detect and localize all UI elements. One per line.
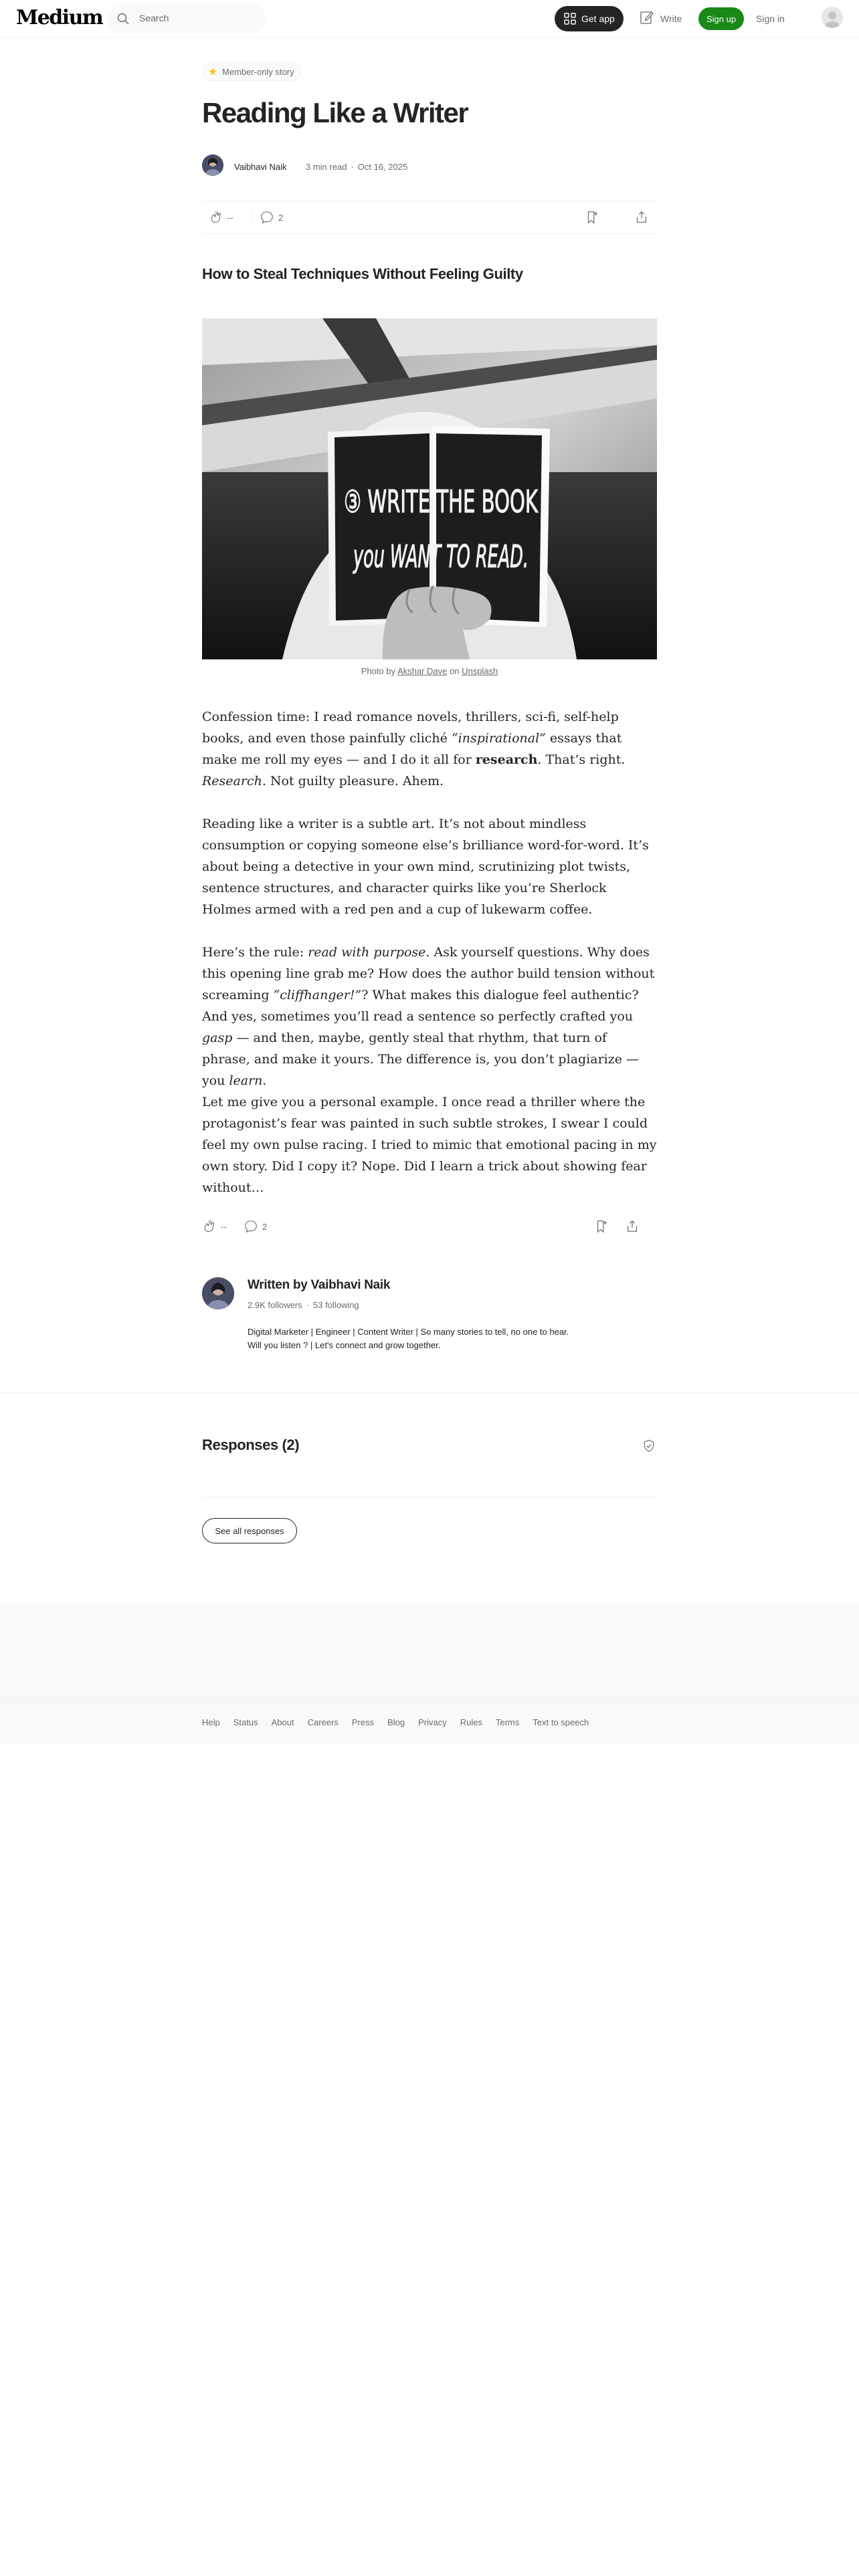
article-paragraph-2: Reading like a writer is a subtle art. It’s not about mindless consumption or copying someone else’s brilliance word-for-word. It’s about being a detective in your own mind, scrutinizing plot twists, sentence structures, and character quirks like you’re Sherlock Holmes armed with a red pen and a cup of lukewarm coffee. xyxy=(202,817,649,917)
author-stats xyxy=(248,1300,359,1310)
written-by-title[interactable]: Written by Vaibhavi Naik xyxy=(248,1278,391,1292)
share-button[interactable] xyxy=(634,210,649,225)
p3-text-e: . xyxy=(262,1073,267,1088)
p3-emphasis-3: gasp xyxy=(202,1031,233,1045)
share-button-bottom[interactable] xyxy=(625,1219,640,1234)
caption-photographer-link[interactable]: Akshar Dave xyxy=(397,666,448,676)
medium-logo[interactable]: Medium xyxy=(16,6,103,29)
comment-icon xyxy=(260,210,274,225)
article-action-bar-top xyxy=(202,201,657,234)
bookmark-button[interactable] xyxy=(585,210,599,225)
footer-link-privacy[interactable]: Privacy xyxy=(418,1717,447,1727)
p1-strong: research xyxy=(475,752,538,767)
clap-count-bottom: -- xyxy=(221,1221,227,1232)
caption-middle: on xyxy=(449,666,460,676)
clap-icon xyxy=(202,1219,217,1234)
author-bio: Digital Marketer | Engineer | Content Writer | So many stories to tell, no one to hear. Will you listen ? | Let's connect and grow together. xyxy=(248,1327,569,1350)
footer-link-rules[interactable]: Rules xyxy=(460,1717,482,1727)
clap-icon xyxy=(209,210,223,225)
article-title: Reading Like a Writer xyxy=(202,97,468,128)
p1-text-c: . That’s right. xyxy=(537,752,626,767)
bookmark-button-bottom[interactable] xyxy=(594,1219,609,1234)
footer-link-help[interactable]: Help xyxy=(202,1717,220,1727)
read-time: 3 min read xyxy=(306,162,347,172)
publish-date: Oct 16, 2025 xyxy=(357,162,408,172)
image-text-line2: you WANT TO READ. xyxy=(352,538,529,574)
member-only-label: Member-only story xyxy=(222,66,294,77)
member-star-icon xyxy=(208,67,217,76)
footer-link-about[interactable]: About xyxy=(271,1717,294,1727)
sign-in-link[interactable]: Sign in xyxy=(756,13,785,24)
comment-count-bottom: 2 xyxy=(262,1221,268,1232)
p3-text-d: — and then, maybe, gently steal that rhythm, that turn of phrase, and make it yours. The difference is, you don’t plagiarize — you xyxy=(202,1031,640,1088)
write-label: Write xyxy=(660,13,682,24)
p3-text-b: . Ask yourself questions. Why does this opening line grab me? How does the author build tension without screaming xyxy=(202,945,655,1002)
p3-text-c: ? What makes this dialogue feel authentic? And yes, sometimes you’ll read a sentence so perfectly crafted you xyxy=(202,988,639,1024)
search-input[interactable] xyxy=(107,5,266,33)
bookmark-icon xyxy=(594,1219,609,1234)
p3-emphasis: read with purpose xyxy=(308,945,426,960)
stats-separator: · xyxy=(306,1300,309,1310)
article-paragraph-4: Let me give you a personal example. I once read a thriller where the protagonist’s fear was painted in such subtle strokes, I swear I could feel my own pulse racing. I tried to mimic that emotional pacing in my own story. Did I copy it? Nope. Did I learn a trick about showing fear without… xyxy=(202,1095,657,1195)
user-avatar-icon[interactable] xyxy=(822,7,843,28)
clap-button-bottom[interactable] xyxy=(202,1219,227,1234)
article-subtitle: How to Steal Techniques Without Feeling Guilty xyxy=(202,265,523,282)
followers-count[interactable]: 2.9K followers xyxy=(248,1300,302,1310)
article-action-bar-bottom xyxy=(202,1210,657,1244)
p3-emphasis-2: “cliffhanger!” xyxy=(273,988,362,1002)
footer-links xyxy=(202,1717,589,1727)
write-icon xyxy=(639,9,655,25)
article-paragraph-3 xyxy=(202,942,657,1091)
footer-link-text-to-speech[interactable]: Text to speech xyxy=(533,1717,589,1727)
clap-count: -- xyxy=(227,212,233,223)
member-only-badge xyxy=(202,62,302,81)
written-by-avatar[interactable] xyxy=(202,1277,234,1309)
meta-separator: · xyxy=(351,162,354,172)
see-all-responses-button[interactable] xyxy=(202,1518,297,1543)
share-icon xyxy=(625,1219,640,1234)
image-text-line1: ③ WRITE THE BOOK xyxy=(344,484,539,520)
search-icon xyxy=(116,12,130,25)
sign-up-button[interactable] xyxy=(698,7,744,30)
p1-text-d: . Not guilty pleasure. Ahem. xyxy=(262,774,444,788)
following-count[interactable]: 53 following xyxy=(313,1300,359,1310)
footer-link-terms[interactable]: Terms xyxy=(495,1717,520,1727)
hero-image xyxy=(202,318,657,659)
comment-icon xyxy=(244,1219,258,1234)
p3-emphasis-4: learn xyxy=(229,1073,263,1088)
shield-icon[interactable] xyxy=(642,1439,656,1456)
get-app-button[interactable] xyxy=(555,6,624,31)
share-icon xyxy=(634,210,649,225)
search-placeholder: Search xyxy=(139,13,169,23)
comment-count: 2 xyxy=(278,212,284,223)
sign-up-label: Sign up xyxy=(706,14,737,24)
article-meta xyxy=(306,162,407,172)
top-navbar xyxy=(0,0,859,38)
image-caption xyxy=(202,666,657,676)
author-avatar[interactable] xyxy=(202,154,223,176)
see-all-responses-label: See all responses xyxy=(215,1526,284,1536)
footer-link-careers[interactable]: Careers xyxy=(307,1717,339,1727)
p1-emphasis-2: Research xyxy=(202,774,262,788)
author-name[interactable]: Vaibhavi Naik xyxy=(234,162,287,172)
get-app-icon xyxy=(564,13,576,25)
comment-button[interactable] xyxy=(260,210,283,225)
clap-button[interactable] xyxy=(209,210,233,225)
p1-text-a: Confession time: I read romance novels, thrillers, sci-fi, self-help books, and even those painfully cliché xyxy=(202,710,619,746)
comment-button-bottom[interactable] xyxy=(244,1219,267,1234)
footer-link-press[interactable]: Press xyxy=(351,1717,375,1727)
caption-prefix: Photo by xyxy=(361,666,396,676)
section-divider xyxy=(0,1392,859,1393)
get-app-label: Get app xyxy=(581,13,615,24)
p1-text-b: essays that make me roll my eyes — and I do it all for xyxy=(202,731,622,767)
bookmark-icon xyxy=(585,210,599,225)
p1-emphasis: “inspirational” xyxy=(451,731,546,746)
footer-link-blog[interactable]: Blog xyxy=(387,1717,405,1727)
article-paragraph-1 xyxy=(202,706,657,792)
responses-title: Responses (2) xyxy=(202,1436,300,1453)
caption-source-link[interactable]: Unsplash xyxy=(462,666,498,676)
p3-text-a: Here’s the rule: xyxy=(202,945,308,960)
footer-link-status[interactable]: Status xyxy=(233,1717,258,1727)
